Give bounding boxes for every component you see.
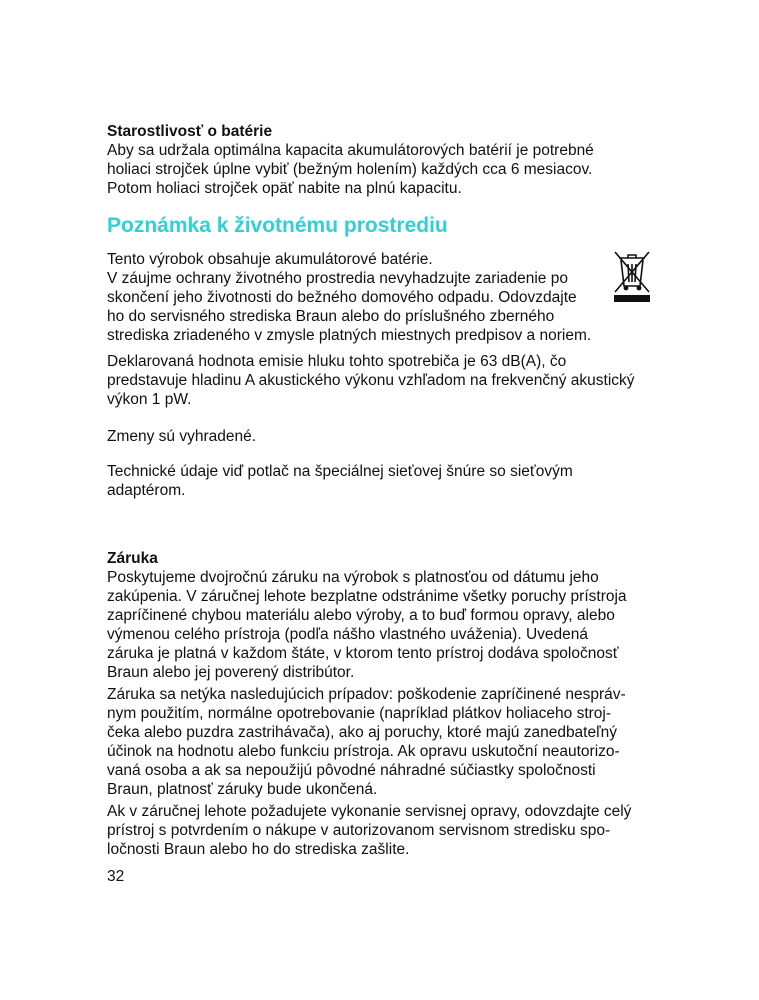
warranty-line: zapríčinené chybou materiálu alebo výroby, a to buď formou opravy, alebo xyxy=(107,607,615,624)
warranty-line: Braun alebo jej poverený distribútor. xyxy=(107,664,355,681)
changes-text: Zmeny sú vyhradené. xyxy=(107,428,257,445)
warranty-line: zakúpenia. V záručnej lehote bezplatne odstránime všetky poruchy prístroja xyxy=(107,588,627,605)
warranty-title: Záruka xyxy=(107,550,158,567)
technical-line: adaptérom. xyxy=(107,482,186,499)
crossed-out-wheelie-bin-icon xyxy=(612,248,652,304)
environment-heading: Poznámka k životnému prostrediu xyxy=(107,214,448,237)
warranty-line: Braun, platnosť záruky bude ukončená. xyxy=(107,781,378,798)
technical-line: Technické údaje viď potlač na špeciálnej sieťovej šnúre so sieťovým xyxy=(107,463,573,480)
page-number: 32 xyxy=(107,868,125,885)
environment-line: V záujme ochrany životného prostredia nevyhadzujte zariadenie po xyxy=(107,270,568,287)
battery-section xyxy=(107,122,655,198)
environment-line: Tento výrobok obsahuje akumulátorové batérie. xyxy=(107,251,433,268)
noise-line: Deklarovaná hodnota emisie hluku tohto spotrebiča je 63 dB(A), čo xyxy=(107,353,567,370)
noise-line: predstavuje hladinu A akustického výkonu vzhľadom na frekvenčný akustický xyxy=(107,372,635,389)
battery-line: Aby sa udržala optimálna kapacita akumulátorových batérií je potrebné xyxy=(107,142,594,159)
warranty-line: nym použitím, normálne opotrebovanie (napríklad plátkov holiaceho stroj- xyxy=(107,705,612,722)
battery-line: holiaci strojček úplne vybiť (bežným holením) každých cca 6 mesiacov. xyxy=(107,161,593,178)
warranty-line: záruka je platná v každom štáte, v ktorom tento prístroj dodáva spoločnosť xyxy=(107,645,619,662)
environment-line: ho do servisného strediska Braun alebo do príslušného zberného xyxy=(107,308,555,325)
warranty-line: Ak v záručnej lehote požadujete vykonanie servisnej opravy, odovzdajte celý xyxy=(107,803,632,820)
warranty-line: účinok na hodnotu alebo funkciu prístroja. Ak opravu uskutoční neautorizo- xyxy=(107,743,620,760)
warranty-section xyxy=(107,549,655,682)
environment-line: skončení jeho životnosti do bežného domového odpadu. Odovzdajte xyxy=(107,289,577,306)
warranty-exclusions xyxy=(107,685,655,799)
environment-section xyxy=(107,250,655,345)
environment-line: strediska zriadeného v zmysle platných miestnych predpisov a noriem. xyxy=(107,327,592,344)
noise-line: výkon 1 pW. xyxy=(107,391,192,408)
technical-section xyxy=(107,462,655,500)
warranty-line: čeka alebo puzdra zastrihávača), ako aj poruchy, ktoré majú zanedbateľný xyxy=(107,724,617,741)
warranty-line: Záruka sa netýka nasledujúcich prípadov: poškodenie zapríčinené nespráv- xyxy=(107,686,626,703)
warranty-line: vaná osoba a ak sa nepoužijú pôvodné náhradné súčiastky spoločnosti xyxy=(107,762,596,779)
noise-section xyxy=(107,352,655,409)
battery-title: Starostlivosť o batérie xyxy=(107,123,273,140)
changes-note xyxy=(107,427,655,446)
warranty-line: výmenou celého prístroja (podľa nášho vlastného uváženia). Uvedená xyxy=(107,626,589,643)
battery-line: Potom holiaci strojček opäť nabite na plnú kapacitu. xyxy=(107,180,462,197)
warranty-service xyxy=(107,802,655,859)
warranty-line: ločnosti Braun alebo ho do strediska zašlite. xyxy=(107,841,410,858)
warranty-line: Poskytujeme dvojročnú záruku na výrobok s platnosťou od dátumu jeho xyxy=(107,569,599,586)
warranty-line: prístroj s potvrdením o nákupe v autorizovanom servisnom stredisku spo- xyxy=(107,822,611,839)
